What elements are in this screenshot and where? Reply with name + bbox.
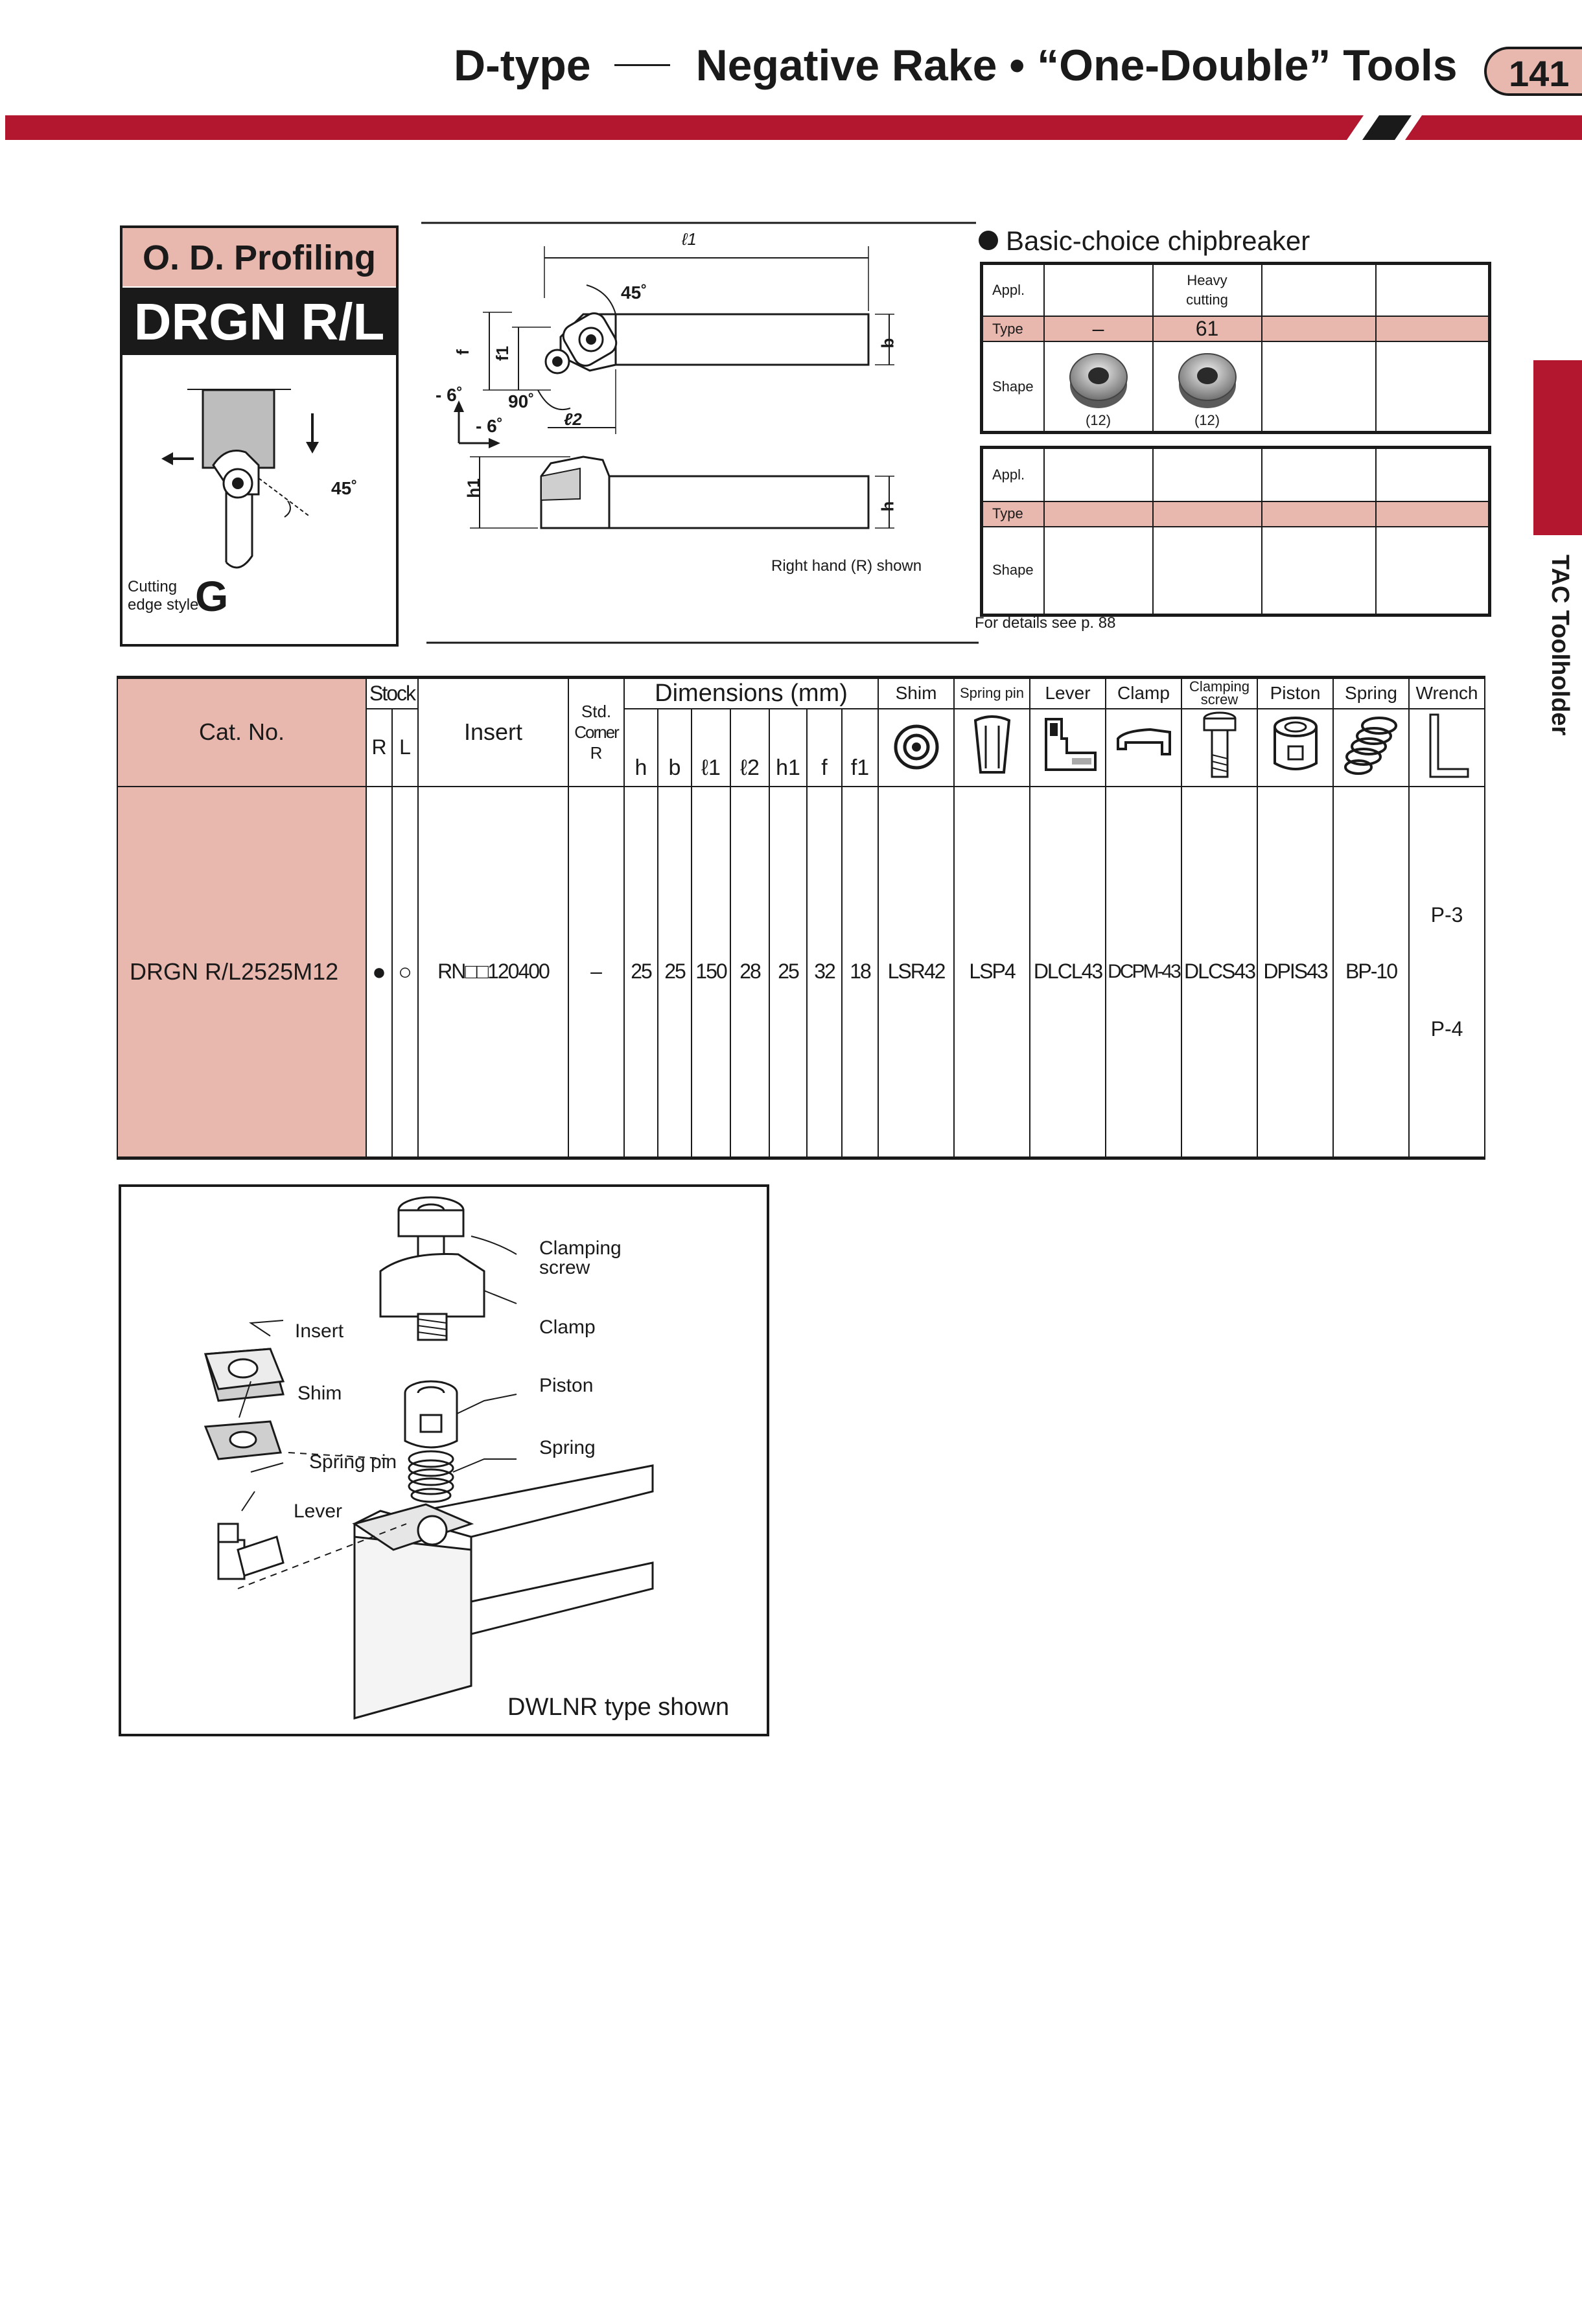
title-right: Negative Rake • “One-Double” Tools bbox=[695, 41, 1458, 90]
header-cat-no: Cat. No. bbox=[117, 678, 366, 787]
dim-h-label: h bbox=[878, 501, 898, 512]
clamping-screw-icon bbox=[1181, 709, 1257, 787]
dim-f1-value: 18 bbox=[842, 787, 878, 1158]
page-title bbox=[454, 40, 1458, 91]
dim-b-label: b bbox=[878, 338, 898, 349]
bullet-icon bbox=[979, 231, 998, 250]
label-lever: Lever bbox=[294, 1501, 343, 1522]
shape-cell: (12) bbox=[1153, 341, 1262, 432]
header-accent-bar bbox=[5, 115, 1582, 140]
header-stock-l: L bbox=[392, 709, 418, 787]
header-spring: Spring bbox=[1333, 678, 1409, 709]
profile-name: DRGN R/L bbox=[122, 288, 396, 355]
shape-label: Shape bbox=[982, 527, 1044, 616]
appl-label: Appl. bbox=[982, 264, 1044, 316]
clamp-value: DCPM-43 bbox=[1106, 787, 1181, 1158]
spec-table bbox=[117, 676, 1485, 1160]
shape-label: Shape bbox=[982, 341, 1044, 432]
dim-h-value: 25 bbox=[624, 787, 658, 1158]
label-spring-pin: Spring pin bbox=[309, 1451, 397, 1473]
header-shim: Shim bbox=[878, 678, 954, 709]
wrench-icon bbox=[1409, 709, 1485, 787]
piston-value: DPIS43 bbox=[1257, 787, 1333, 1158]
exploded-assembly-illustration bbox=[121, 1187, 767, 1734]
label-shim: Shim bbox=[297, 1383, 342, 1404]
header-dimensions: Dimensions (mm) bbox=[624, 678, 878, 709]
dim-h1-label: h1 bbox=[463, 478, 483, 498]
dim-f1-label: f1 bbox=[493, 345, 513, 362]
profile-box bbox=[120, 225, 399, 647]
type-label: Type bbox=[982, 316, 1044, 342]
header-dim-l2: ℓ2 bbox=[730, 709, 769, 787]
profile-angle: 45˚ bbox=[331, 478, 358, 498]
dimension-diagram bbox=[421, 220, 979, 648]
header-dim-f1: f1 bbox=[842, 709, 878, 787]
dim-l1-label: ℓ1 bbox=[682, 229, 697, 249]
profiling-illustration bbox=[161, 381, 356, 575]
chipbreaker-title: Basic-choice chipbreaker bbox=[979, 225, 1310, 257]
dim-b-value: 25 bbox=[658, 787, 692, 1158]
header-dim-b: b bbox=[658, 709, 692, 787]
cat-no-value: DRGN R/L2525M12 bbox=[117, 787, 366, 1158]
diagram-caption: Right hand (R) shown bbox=[771, 557, 922, 575]
label-piston: Piston bbox=[539, 1375, 594, 1396]
round-insert-icon bbox=[1066, 347, 1131, 412]
clamping-screw-value: DLCS43 bbox=[1181, 787, 1257, 1158]
appl-value bbox=[1262, 264, 1376, 316]
header-dim-h: h bbox=[624, 709, 658, 787]
dim-l1-value: 150 bbox=[692, 787, 730, 1158]
side-tab-label: TAC Toolholder bbox=[1546, 555, 1574, 736]
title-left: D-type bbox=[454, 41, 591, 90]
cutting-edge-style: G bbox=[195, 572, 229, 620]
dim-h1-value: 25 bbox=[769, 787, 807, 1158]
dim-angle-90: 90˚ bbox=[508, 391, 535, 411]
header-clamp: Clamp bbox=[1106, 678, 1181, 709]
appl-value bbox=[1044, 264, 1153, 316]
piston-icon bbox=[1257, 709, 1333, 787]
dim-angle-m6-a: - 6˚ bbox=[436, 385, 463, 405]
side-tab-marker bbox=[1533, 360, 1582, 535]
shape-cell bbox=[1376, 341, 1490, 432]
header-lever: Lever bbox=[1030, 678, 1106, 709]
dim-angle-45: 45˚ bbox=[621, 282, 647, 303]
shape-cell bbox=[1262, 341, 1376, 432]
lever-value: DLCL43 bbox=[1030, 787, 1106, 1158]
header-stock: Stock bbox=[366, 678, 418, 709]
header-std-corner: Std. Corner R bbox=[568, 678, 624, 787]
stock-l-value: ○ bbox=[392, 787, 418, 1158]
type-value bbox=[1376, 316, 1490, 342]
dim-l2-value: 28 bbox=[730, 787, 769, 1158]
spring-value: BP-10 bbox=[1333, 787, 1409, 1158]
header-wrench: Wrench bbox=[1409, 678, 1485, 709]
wrench-value: P-3 P-4 bbox=[1409, 787, 1485, 1158]
type-value: – bbox=[1044, 316, 1153, 342]
spring-icon bbox=[1333, 709, 1409, 787]
appl-value bbox=[1376, 264, 1490, 316]
spring-pin-value: LSP4 bbox=[954, 787, 1030, 1158]
parts-assembly-box bbox=[119, 1184, 769, 1736]
header-piston: Piston bbox=[1257, 678, 1333, 709]
label-spring: Spring bbox=[539, 1437, 596, 1458]
page-number: 141 bbox=[1484, 47, 1582, 96]
type-label: Type bbox=[982, 501, 1044, 527]
chipbreaker-table-1 bbox=[980, 262, 1491, 434]
dim-f-label: f bbox=[452, 349, 472, 355]
label-insert: Insert bbox=[295, 1320, 344, 1342]
assembly-caption: DWLNR type shown bbox=[507, 1694, 730, 1721]
appl-value: Heavy cutting bbox=[1153, 264, 1262, 316]
spring-pin-icon bbox=[954, 709, 1030, 787]
header-spring-pin: Spring pin bbox=[954, 678, 1030, 709]
lever-icon bbox=[1030, 709, 1106, 787]
type-value: 61 bbox=[1153, 316, 1262, 342]
dim-angle-m6-b: - 6˚ bbox=[476, 416, 503, 436]
round-insert-icon bbox=[1175, 347, 1240, 412]
header-insert: Insert bbox=[418, 678, 568, 787]
insert-value: RN□□120400 bbox=[418, 787, 568, 1158]
shim-value: LSR42 bbox=[878, 787, 954, 1158]
header-clamping-screw: Clamping screw bbox=[1181, 678, 1257, 709]
label-clamp: Clamp bbox=[539, 1317, 596, 1338]
chipbreaker-table-2 bbox=[980, 446, 1491, 617]
details-reference: For details see p. 88 bbox=[975, 614, 1116, 632]
header-stock-r: R bbox=[366, 709, 392, 787]
table-row bbox=[117, 787, 1485, 1158]
header-dim-l1: ℓ1 bbox=[692, 709, 730, 787]
dim-l2-label: ℓ2 bbox=[564, 409, 582, 429]
dim-f-value: 32 bbox=[807, 787, 842, 1158]
type-value bbox=[1262, 316, 1376, 342]
profile-category: O. D. Profiling bbox=[122, 228, 396, 286]
header-dim-h1: h1 bbox=[769, 709, 807, 787]
appl-label: Appl. bbox=[982, 448, 1044, 502]
header-dim-f: f bbox=[807, 709, 842, 787]
clamp-icon bbox=[1106, 709, 1181, 787]
std-corner-value: – bbox=[568, 787, 624, 1158]
shim-icon bbox=[878, 709, 954, 787]
cutting-edge-label: Cutting edge style bbox=[128, 578, 199, 614]
shape-cell: (12) bbox=[1044, 341, 1153, 432]
stock-r-value: ● bbox=[366, 787, 392, 1158]
label-clamping-screw: Clamping screw bbox=[539, 1237, 622, 1278]
title-separator bbox=[614, 64, 670, 66]
